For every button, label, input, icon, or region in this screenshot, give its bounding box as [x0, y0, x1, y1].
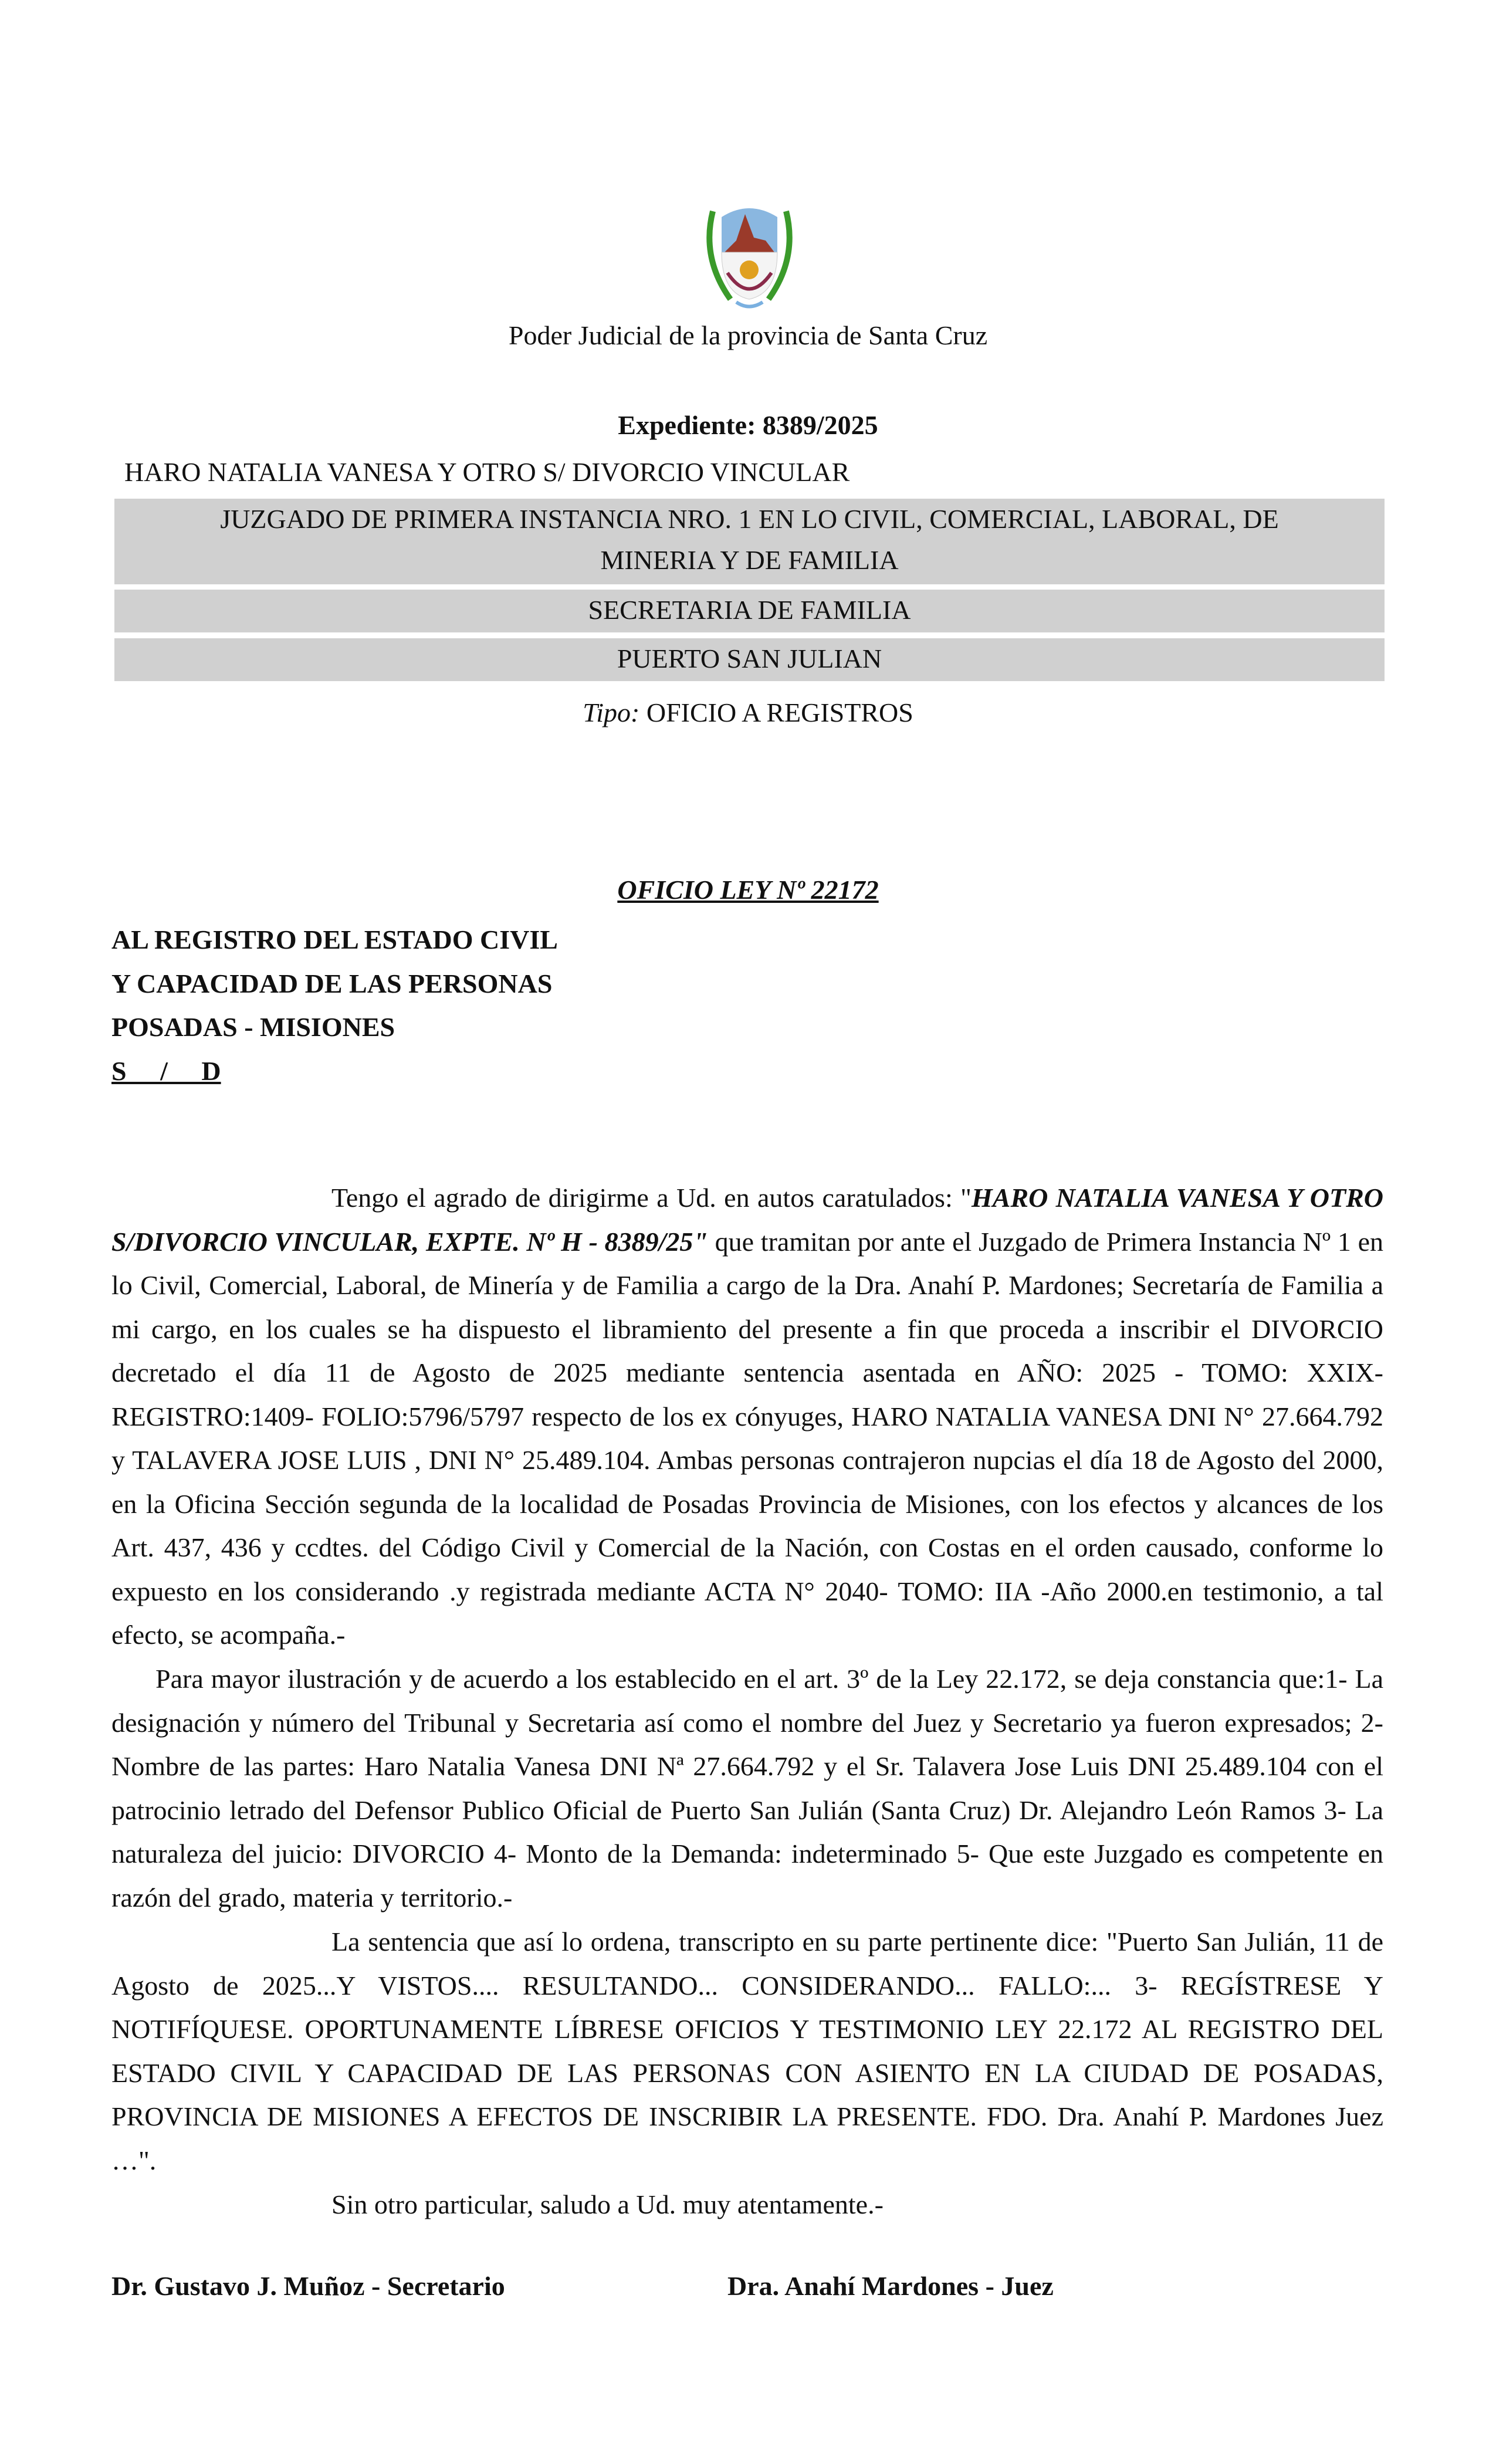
document-type — [0, 697, 1496, 728]
p2-text: Para mayor ilustración y de acuerdo a los establecido en el art. 3º de la Ley 22.172, se deja constancia que:1- La designación y número del Tribunal y Secretaria así como el nombre del Juez y Secretario ya fueron expresados; 2- Nombre de las partes: Haro Natalia Vanesa DNI Nª 27.664.792 y el Sr. Talavera Jose Luis DNI 25.489.104 con el patrocinio letrado del Defensor Publico Oficial de Puerto San Julián (Santa Cruz) Dr. Alejandro León Ramos 3- La naturaleza del juicio: DIVORCIO 4- Monto de la Demanda: indeterminado 5- Que este Juzgado es competente en razón del grado, materia y territorio.- — [111, 1664, 1383, 1913]
p1-intro: Tengo el agrado de dirigirme a Ud. en autos caratulados: " — [331, 1183, 972, 1213]
signature-juez: Dra. Anahí Mardones - Juez — [727, 2271, 1054, 2301]
case-title: HARO NATALIA VANESA Y OTRO S/ DIVORCIO VINCULAR — [124, 457, 850, 487]
provincial-coat-of-arms-logo — [701, 194, 798, 317]
institution-name: Poder Judicial de la provincia de Santa Cruz — [508, 320, 988, 350]
body-paragraph-4 — [111, 2183, 1383, 2227]
secretaria-box: SECRETARIA DE FAMILIA — [114, 590, 1385, 632]
court-name-line2: MINERIA Y DE FAMILIA — [600, 545, 899, 575]
recipient-line: Y CAPACIDAD DE LAS PERSONAS — [111, 968, 553, 999]
recipient-line: AL REGISTRO DEL ESTADO CIVIL — [111, 925, 558, 955]
expediente-number: Expediente: 8389/2025 — [618, 410, 878, 440]
recipient-block — [111, 918, 558, 1093]
court-name-box — [114, 499, 1385, 584]
recipient-line: POSADAS - MISIONES — [111, 1012, 395, 1042]
sd-abbreviation: S / D — [111, 1055, 221, 1086]
p1-case-reference: HARO NATALIA VANESA Y OTRO S/DIVORCIO VINCULAR, EXPTE. Nº H - 8389/25" — [111, 1183, 1383, 1257]
court-name-line1: JUZGADO DE PRIMERA INSTANCIA NRO. 1 EN LO CIVIL, COMERCIAL, LABORAL, DE — [220, 504, 1279, 534]
document-type-value: OFICIO A REGISTROS — [646, 698, 913, 727]
p1-body: que tramitan por ante el Juzgado de Primera Instancia Nº 1 en lo Civil, Comercial, Laboral, de Minería y de Familia a cargo de la Dra. Anahí P. Mardones; Secretaría de Familia a mi cargo, en los cuales se ha dispuesto el libramiento del presente a fin que proceda a inscribir el DIVORCIO decretado el día 11 de Agosto de 2025 mediante sentencia asentada en AÑO: 2025 - TOMO: XXIX- REGISTRO:1409- FOLIO:5796/5797 respecto de los ex cónyuges, HARO NATALIA VANESA DNI N° 27.664.792 y TALAVERA JOSE LUIS , DNI N° 25.489.104. Ambas personas contrajeron nupcias el día 18 de Agosto del 2000, en la Oficina Sección segunda de la localidad de Posadas Provincia de Misiones, con los efectos y alcances de los Art. 437, 436 y ccdtes. del Código Civil y Comercial de la Nación, con Costas en el orden causado, conforme lo expuesto en los considerando .y registrada mediante ACTA N° 2040- TOMO: IIA -Año 2000.en testimonio, a tal efecto, se acompaña.- — [111, 1226, 1383, 1650]
body-paragraph-2 — [111, 1657, 1383, 1920]
body-paragraph-3 — [111, 1920, 1383, 2182]
body-paragraph-1 — [111, 1176, 1383, 1657]
document-type-label: Tipo: — [583, 698, 640, 727]
locality-box: PUERTO SAN JULIAN — [114, 638, 1385, 681]
signature-secretario: Dr. Gustavo J. Muñoz - Secretario — [111, 2271, 505, 2301]
oficio-title: OFICIO LEY Nº 22172 — [617, 875, 879, 905]
p4-text: Sin otro particular, saludo a Ud. muy atentamente.- — [331, 2189, 884, 2219]
p3-text: La sentencia que así lo ordena, transcripto en su parte pertinente dice: "Puerto San Julián, 11 de Agosto de 2025...Y VISTOS.... RESULTANDO... CONSIDERANDO... FALLO:... 3- REGÍSTRESE Y NOTIFÍQUESE. OPORTUNAMENTE LÍBRESE OFICIOS Y TESTIMONIO LEY 22.172 AL REGISTRO DEL ESTADO CIVIL Y CAPACIDAD DE LAS PERSONAS CON ASIENTO EN LA CIUDAD DE POSADAS, PROVINCIA DE MISIONES A EFECTOS DE INSCRIBIR LA PRESENTE. FDO. Dra. Anahí P. Mardones Juez …". — [111, 1927, 1383, 2175]
